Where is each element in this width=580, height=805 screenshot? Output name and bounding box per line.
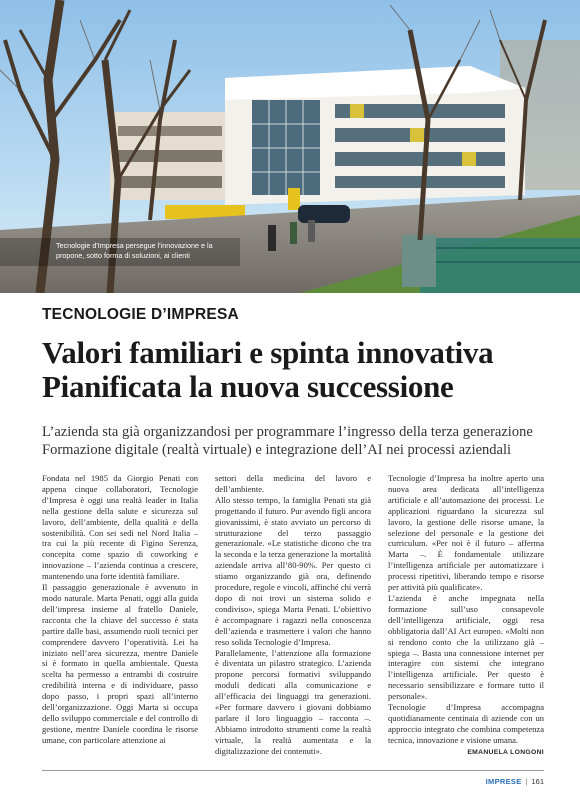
deck-line-1: L’azienda sta già organizzandosi per programmare l’ingresso della terza generazione <box>42 424 533 440</box>
article-body <box>42 473 544 759</box>
headline-line-1: Valori familiari e spinta innovativa <box>42 335 494 370</box>
body-column-2 <box>215 473 371 759</box>
article-headline <box>42 336 552 404</box>
section-kicker: TECNOLOGIE D’IMPRESA <box>42 306 239 323</box>
page-folio <box>486 777 544 786</box>
body-paragraph: Il passaggio generazionale è avvenuto in modo naturale. Marta Penati, oggi alla guida dell’impresa insieme al fratello Daniele, racconta che la chiave del successo è stata partire dalle basi, assumendo ruoli tecnici per comprendere davvero l’operatività. Lei ha iniziato nell’area sicurezza, mentre Daniele si è formato in quella ambientale. Questa scelta ha permesso a entrambi di costruire credibilità interna e di individuare, passo dopo passo, i propri spazi all’interno dell’organizzazione. Oggi Marta si occupa dello sviluppo commerciale e del controllo di gestione, mentre Daniele coordina le risorse umane, con particolare attenzione ai <box>42 582 198 745</box>
body-column-3 <box>388 473 544 759</box>
body-paragraph: L’azienda è anche impegnata nella formazione sull’uso consapevole dell’intelligenza artificiale, oggi resa obbligatoria dall’AI Act europeo. «Molti non si rendono conto che la utilizzano già – spiega –. Basta una connessione internet per interagire con sistemi che integrano l’intelligenza artificiale. Per questo è necessario sensibilizzare e formare tutto il personale». <box>388 592 544 702</box>
body-paragraph: Fondata nel 1985 da Giorgio Penati con appena cinque collaboratori, Tecnologie d’Impresa è oggi una realtà leader in Italia nella gestione della salute e sicurezza sul lavoro, dell’ambiente, della qualità e della sostenibilità. Con sei sedi nel Nord Italia – tra cui la più recente di Figino Serenza, concepita come spazio di coworking e innovazione – l’azienda continua a crescere, mantenendo una forte identità familiare. <box>42 473 198 582</box>
body-paragraph: Allo stesso tempo, la famiglia Penati sta già progettando il futuro. Pur avendo figli ancora giovanissimi, è stato avviato un percorso di strutturazione del terzo passaggio generazionale. «Le statistiche dicono che tra la seconda e la terza generazione la mortalità aziendale arriva all’80-90%. Per questo ci stiamo organizzando già ora, definendo procedure, regole e vincoli, affinché chi verrà dopo di noi trovi un sistema solido e condiviso», spiega Marta Penati. L’obiettivo è accompagnare i ragazzi nella conoscenza dell’azienda e trasmettere i valori che hanno reso solida Tecnologie d’Impresa. <box>215 494 371 647</box>
author-signature: EMANUELA LONGONI <box>467 748 544 756</box>
folio-separator: | <box>525 777 528 786</box>
deck-line-2: Formazione digitale (realtà virtuale) e integrazione dell’AI nei processi aziendali <box>42 442 512 458</box>
body-paragraph: settori della medicina del lavoro e dell’ambiente. <box>215 473 371 494</box>
page-number: 161 <box>531 777 544 786</box>
photo-caption: Tecnologie d'Impresa persegue l'innovazione e la propone, sotto forma di soluzioni, ai clienti <box>56 241 213 260</box>
body-column-1 <box>42 473 198 759</box>
body-paragraph: Tecnologie d’Impresa ha inoltre aperto una nuova area dedicata all’intelligenza artificiale e all’automazione dei processi. Le applicazioni riguardano la sicurezza sul lavoro, la gestione delle risorse umane, la selezione del personale e la gestione dei curriculum. «Per noi è il futuro – afferma Marta –. È fondamentale utilizzare l’intelligenza artificiale per automatizzare i processi ripetitivi, liberando tempo e risorse per attività più qualificate». <box>388 473 544 593</box>
article-deck <box>42 423 562 459</box>
body-paragraph: Parallelamente, l’attenzione alla formazione è diventata un pilastro strategico. L’azienda propone percorsi formativi sviluppando moduli dedicati alla comunicazione e all’efficacia dei linguaggi tra generazioni. «Per formare davvero i giovani dobbiamo parlare il loro linguaggio – racconta –. Abbiamo introdotto strumenti come la realtà virtuale, la realtà aumentata e la digitalizzazione dei contenuti». <box>215 647 371 756</box>
body-paragraph: Tecnologie d’Impresa accompagna quotidianamente centinaia di aziende con un approccio integrato che combina competenza tecnica, innovazione e visione umana. <box>388 702 544 745</box>
headline-line-2: Pianificata la nuova successione <box>42 369 454 404</box>
footer-divider <box>42 770 544 771</box>
magazine-name: IMPRESE <box>485 777 522 786</box>
article-photo <box>0 0 580 293</box>
